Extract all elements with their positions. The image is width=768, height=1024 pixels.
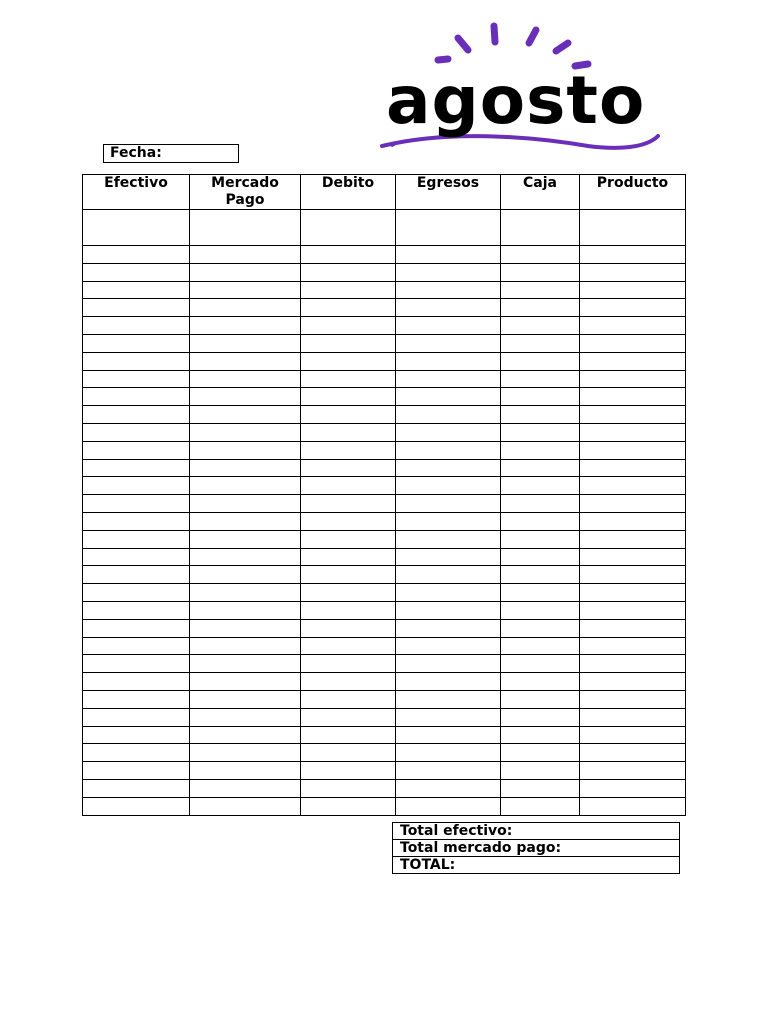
table-cell[interactable] [501,566,580,584]
table-cell[interactable] [190,690,301,708]
table-cell[interactable] [501,423,580,441]
table-cell[interactable] [83,441,190,459]
table-cell[interactable] [83,352,190,370]
table-row [83,299,686,317]
table-cell[interactable] [396,726,501,744]
table-row [83,690,686,708]
date-label: Fecha: [110,145,162,161]
table-cell[interactable] [83,673,190,691]
sunburst-ray [529,30,536,43]
table-cell[interactable] [190,548,301,566]
table-cell[interactable] [580,744,686,762]
table-cell[interactable] [501,779,580,797]
table-cell[interactable] [396,352,501,370]
table-cell[interactable] [501,406,580,424]
table-cell[interactable] [190,530,301,548]
table-cell[interactable] [301,690,396,708]
table-header-row [83,175,686,210]
month-logo [378,18,668,158]
table-row [83,762,686,780]
table-cell[interactable] [83,459,190,477]
table-row [83,797,686,815]
table-cell[interactable] [83,601,190,619]
table-row [83,459,686,477]
table-row [83,619,686,637]
table-cell[interactable] [301,477,396,495]
table-cell[interactable] [83,566,190,584]
table-cell[interactable] [190,566,301,584]
table-cell[interactable] [83,334,190,352]
table-cell[interactable] [190,495,301,513]
table-cell[interactable] [190,601,301,619]
table-row [83,441,686,459]
table-cell[interactable] [301,334,396,352]
table-cell[interactable] [501,708,580,726]
table-cell[interactable] [301,619,396,637]
table-cell[interactable] [301,210,396,246]
table-cell[interactable] [301,637,396,655]
table-row [83,370,686,388]
table-cell[interactable] [190,334,301,352]
table-row [83,637,686,655]
sunburst-ray [458,38,468,50]
table-cell[interactable] [190,210,301,246]
table-cell[interactable] [580,441,686,459]
month-title: agosto [386,62,646,139]
table-cell[interactable] [501,726,580,744]
table-cell[interactable] [396,637,501,655]
table-cell[interactable] [83,423,190,441]
table-cell[interactable] [396,406,501,424]
total-row[interactable] [393,857,680,874]
table-cell[interactable] [190,423,301,441]
table-cell[interactable] [580,708,686,726]
table-cell[interactable] [83,744,190,762]
column-header-efectivo: Efectivo [83,175,190,210]
table-cell[interactable] [580,352,686,370]
table-cell[interactable] [501,441,580,459]
table-cell[interactable] [501,210,580,246]
table-cell[interactable] [396,779,501,797]
table-row [83,406,686,424]
column-header-caja: Caja [501,175,580,210]
table-cell[interactable] [580,655,686,673]
table-cell[interactable] [190,263,301,281]
table-cell[interactable] [580,477,686,495]
table-cell[interactable] [301,512,396,530]
table-cell[interactable] [190,441,301,459]
table-cell[interactable] [501,477,580,495]
table-cell[interactable] [83,762,190,780]
table-cell[interactable] [580,263,686,281]
table-row [83,263,686,281]
table-cell[interactable] [301,281,396,299]
total-mercado-pago-row[interactable] [393,840,680,857]
table-cell[interactable] [301,370,396,388]
table-cell[interactable] [83,370,190,388]
table-cell[interactable] [580,281,686,299]
table-row [83,423,686,441]
table-cell[interactable] [501,370,580,388]
table-row [83,388,686,406]
table-cell[interactable] [501,530,580,548]
table-cell[interactable] [501,246,580,264]
table-cell[interactable] [301,352,396,370]
table-row [83,744,686,762]
table-cell[interactable] [301,263,396,281]
table-row [83,210,686,246]
table-cell[interactable] [396,601,501,619]
table-cell[interactable] [83,246,190,264]
table-cell[interactable] [580,406,686,424]
table-cell[interactable] [190,299,301,317]
table-row [83,726,686,744]
table-cell[interactable] [396,584,501,602]
column-header-producto: Producto [580,175,686,210]
table-cell[interactable] [580,566,686,584]
table-cell[interactable] [301,459,396,477]
table-cell[interactable] [83,637,190,655]
table-cell[interactable] [396,299,501,317]
table-cell[interactable] [501,388,580,406]
table-cell[interactable] [580,584,686,602]
table-cell[interactable] [190,370,301,388]
table-cell[interactable] [396,548,501,566]
table-cell[interactable] [190,619,301,637]
column-header-mercado-pago: Mercado Pago [190,175,301,210]
table-cell[interactable] [501,281,580,299]
table-cell[interactable] [83,797,190,815]
table-cell[interactable] [190,708,301,726]
table-cell[interactable] [396,423,501,441]
table-cell[interactable] [396,655,501,673]
table-cell[interactable] [301,601,396,619]
table-cell[interactable] [83,708,190,726]
table-cell[interactable] [580,495,686,513]
table-cell[interactable] [501,762,580,780]
table-cell[interactable] [301,744,396,762]
table-cell[interactable] [301,779,396,797]
table-cell[interactable] [396,495,501,513]
table-cell[interactable] [580,637,686,655]
table-cell[interactable] [580,619,686,637]
table-cell[interactable] [301,726,396,744]
table-cell[interactable] [190,317,301,335]
table-cell[interactable] [190,726,301,744]
table-cell[interactable] [190,406,301,424]
table-cell[interactable] [83,388,190,406]
table-cell[interactable] [396,334,501,352]
table-cell[interactable] [190,655,301,673]
table-cell[interactable] [501,797,580,815]
table-cell[interactable] [301,441,396,459]
table-row [83,281,686,299]
table-cell[interactable] [501,512,580,530]
table-row [83,601,686,619]
table-row [83,566,686,584]
table-cell[interactable] [396,441,501,459]
table-cell[interactable] [501,690,580,708]
table-cell[interactable] [190,637,301,655]
table-cell[interactable] [580,548,686,566]
table-cell[interactable] [501,619,580,637]
table-cell[interactable] [83,619,190,637]
table-cell[interactable] [83,495,190,513]
table-cell[interactable] [396,797,501,815]
table-cell[interactable] [580,459,686,477]
total-efectivo-row[interactable] [393,823,680,840]
table-cell[interactable] [501,584,580,602]
table-cell[interactable] [580,797,686,815]
table-cell[interactable] [396,263,501,281]
table-cell[interactable] [83,477,190,495]
table-cell[interactable] [83,530,190,548]
table-cell[interactable] [501,601,580,619]
table-cell[interactable] [301,548,396,566]
table-body [83,210,686,816]
sunburst-ray [494,26,495,42]
table-cell[interactable] [396,477,501,495]
table-cell[interactable] [190,584,301,602]
table-cell[interactable] [580,530,686,548]
table-cell[interactable] [396,281,501,299]
table-cell[interactable] [396,708,501,726]
cash-register-table [82,174,686,816]
table-cell[interactable] [301,708,396,726]
table-cell[interactable] [501,673,580,691]
table-cell[interactable] [580,423,686,441]
table-cell[interactable] [580,512,686,530]
table-row [83,708,686,726]
table-cell[interactable] [501,263,580,281]
table-cell[interactable] [501,317,580,335]
sunburst-ray [556,43,568,51]
table-cell[interactable] [83,512,190,530]
table-cell[interactable] [396,690,501,708]
table-cell[interactable] [580,673,686,691]
table-cell[interactable] [501,744,580,762]
table-cell[interactable] [301,655,396,673]
table-row [83,334,686,352]
table-cell[interactable] [83,726,190,744]
table-cell[interactable] [190,352,301,370]
table-cell[interactable] [301,495,396,513]
table-row [83,779,686,797]
table-cell[interactable] [580,601,686,619]
table-row [83,512,686,530]
table-cell[interactable] [83,655,190,673]
table-cell[interactable] [301,797,396,815]
table-row [83,495,686,513]
table-cell[interactable] [580,334,686,352]
total-mercado-pago-label: Total mercado pago: [393,840,680,857]
table-cell[interactable] [83,210,190,246]
table-cell[interactable] [580,299,686,317]
table-cell[interactable] [83,317,190,335]
table-cell[interactable] [501,548,580,566]
table-cell[interactable] [190,512,301,530]
table-row [83,548,686,566]
table-cell[interactable] [83,281,190,299]
table-row [83,352,686,370]
table-cell[interactable] [580,317,686,335]
table-cell[interactable] [301,317,396,335]
table-cell[interactable] [301,584,396,602]
table-cell[interactable] [83,584,190,602]
table-cell[interactable] [580,726,686,744]
table-cell[interactable] [301,246,396,264]
table-cell[interactable] [580,246,686,264]
table-cell[interactable] [396,459,501,477]
table-cell[interactable] [301,673,396,691]
table-cell[interactable] [190,762,301,780]
table-row [83,317,686,335]
date-field[interactable] [103,144,239,163]
table-row [83,246,686,264]
table-cell[interactable] [396,566,501,584]
table-cell[interactable] [190,779,301,797]
table-cell[interactable] [83,548,190,566]
table-cell[interactable] [580,690,686,708]
table-cell[interactable] [501,459,580,477]
table-cell[interactable] [190,673,301,691]
table-cell[interactable] [301,299,396,317]
table-cell[interactable] [396,210,501,246]
table-cell[interactable] [190,459,301,477]
table-cell[interactable] [396,530,501,548]
table-cell[interactable] [580,210,686,246]
table-row [83,477,686,495]
table-cell[interactable] [190,477,301,495]
total-label: TOTAL: [393,857,680,874]
table-cell[interactable] [396,673,501,691]
table-cell[interactable] [580,388,686,406]
table-cell[interactable] [396,246,501,264]
table-cell[interactable] [396,370,501,388]
table-cell[interactable] [501,495,580,513]
table-cell[interactable] [301,406,396,424]
totals-box [392,822,680,874]
sunburst-ray [438,59,448,60]
table-cell[interactable] [501,352,580,370]
column-header-egresos: Egresos [396,175,501,210]
table-cell[interactable] [396,619,501,637]
table-cell[interactable] [83,263,190,281]
table-cell[interactable] [190,797,301,815]
table-cell[interactable] [301,566,396,584]
table-cell[interactable] [396,512,501,530]
table-cell[interactable] [501,655,580,673]
table-cell[interactable] [301,388,396,406]
table-cell[interactable] [501,334,580,352]
table-row [83,530,686,548]
table-cell[interactable] [396,317,501,335]
table-cell[interactable] [83,406,190,424]
table-cell[interactable] [580,370,686,388]
table-cell[interactable] [190,281,301,299]
table-cell[interactable] [580,762,686,780]
table-cell[interactable] [396,744,501,762]
table-cell[interactable] [83,299,190,317]
table-cell[interactable] [301,530,396,548]
table-row [83,584,686,602]
table-cell[interactable] [301,762,396,780]
table-cell[interactable] [190,246,301,264]
table-cell[interactable] [301,423,396,441]
total-efectivo-label: Total efectivo: [393,823,680,840]
table-cell[interactable] [501,637,580,655]
table-cell[interactable] [580,779,686,797]
table-cell[interactable] [501,299,580,317]
table-row [83,673,686,691]
table-cell[interactable] [190,744,301,762]
column-header-debito: Debito [301,175,396,210]
table-row [83,655,686,673]
table-cell[interactable] [83,779,190,797]
table-cell[interactable] [83,690,190,708]
table-cell[interactable] [396,762,501,780]
table-cell[interactable] [396,388,501,406]
table-cell[interactable] [190,388,301,406]
